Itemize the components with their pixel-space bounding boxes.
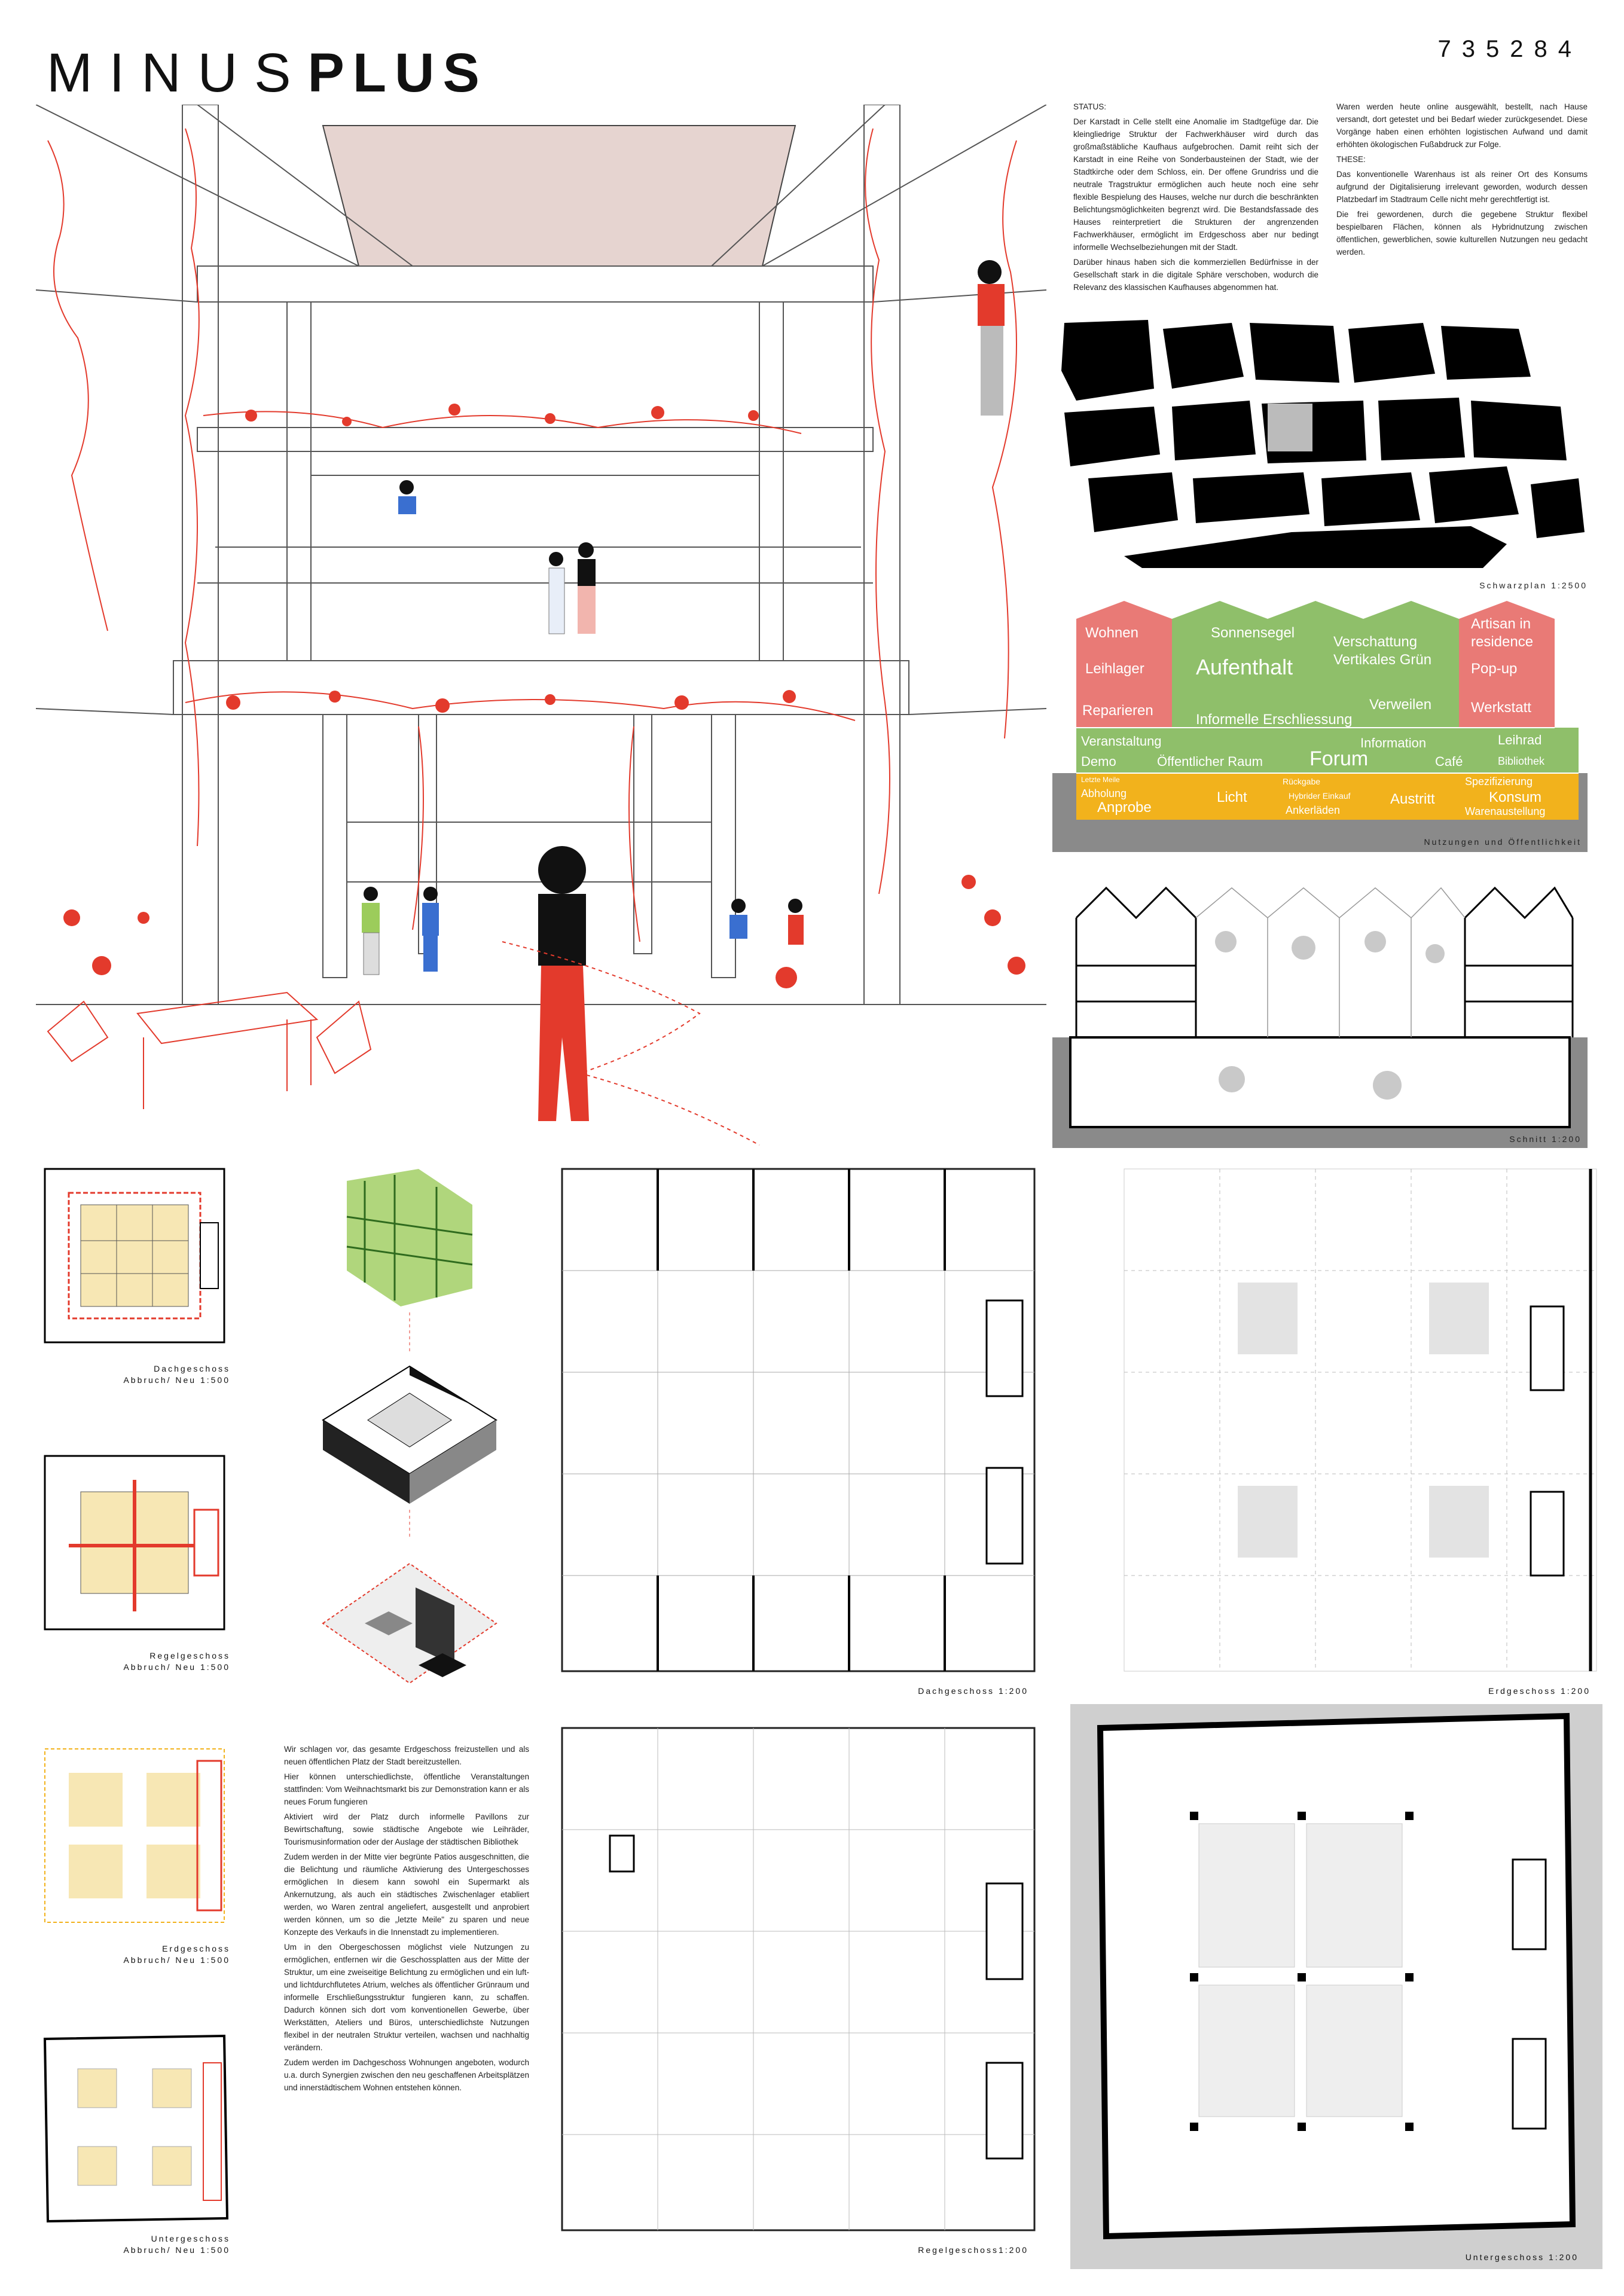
label-konsum: Konsum	[1489, 789, 1542, 805]
label-artisan: Artisan in	[1471, 616, 1531, 632]
unter-big-caption: Untergeschoss 1:200	[1465, 2252, 1579, 2262]
regel-big-figure	[550, 1716, 1046, 2260]
status-paragraph-2: Darüber hinaus haben sich die kommerziellen Bedürfnisse in der Gesellschaft stark in die digitale Sphäre verschoben, wodurch die Relevanz des klassischen Kaufhauses abgenommen hat.	[1073, 258, 1318, 292]
thesis-paragraph-1: Das konventionelle Warenhaus ist als reiner Ort des Konsums aufgrund der Digitalisierung irrelevant geworden, wodurch dessen Platzbedarf im Stadtraum Celle nicht mehr gerechtfertigt ist.	[1336, 170, 1588, 204]
thesis-intro: Waren werden heute online ausgewählt, bestellt, nach Hause versandt, dort getestet und bei Bedarf wieder zurückgesendet. Diese Vorgänge haben einen erhöhten logistischen Aufwand und damit erhöhten ökologischen Fußabdruck zur Folge.	[1336, 102, 1588, 149]
title-bold: PLUS	[307, 42, 488, 103]
regel-big-caption: Regelgeschoss1:200	[918, 2245, 1028, 2255]
axo-patios	[323, 1564, 496, 1683]
nutzungen-caption: Nutzungen und Öffentlichkeit	[1424, 837, 1582, 847]
big-plan-regelgeschoss	[550, 1716, 1046, 2255]
label-bibliothek: Bibliothek	[1498, 755, 1545, 767]
regel-small-caption-1: Regelgeschoss	[149, 1651, 230, 1660]
small-plan-dachgeschoss	[33, 1157, 236, 1386]
label-werkstatt: Werkstatt	[1471, 700, 1531, 716]
label-aufenthalt: Aufenthalt	[1196, 655, 1293, 679]
dach-small-caption-1: Dachgeschoss	[154, 1364, 230, 1373]
hero-perspective	[36, 105, 1046, 1148]
label-sonnensegel: Sonnensegel	[1211, 625, 1295, 641]
label-reparieren: Reparieren	[1082, 703, 1153, 719]
label-anprobe: Anprobe	[1097, 799, 1152, 816]
schnitt-caption: Schnitt 1:200	[1509, 1134, 1582, 1144]
label-leihrad: Leihrad	[1498, 732, 1542, 747]
big-plan-erdgeschoss	[1112, 1157, 1608, 1696]
entry-number: 735284	[1437, 36, 1582, 62]
proposal-paragraph-3: Aktiviert wird der Platz durch informelle Pavillons zur Bewirtschaftung, sowie städtische Angebote wie Leihräder, Tourismusinformation oder der Auslage der städtischen Bibliothek	[284, 1812, 529, 1846]
status-text	[1073, 100, 1318, 296]
proposal-paragraph-4: Zudem werden in der Mitte vier begrünte Patios ausgeschnitten, die die Belichtung und räumliche Aktivierung des Untergeschosses ermöglichen In diesem kann sowohl ein Supermarkt als Ankernutzung, als auch ein städtisches Zwischenlager etabliert werden, wo Waren zentral angeliefert, ausgestellt und anprobiert werden können, um so die „letzte Meile" zu sparen und neue Konzepte des Verkaufs in die Innenstadt zu implementieren.	[284, 1852, 529, 1937]
big-plan-untergeschoss	[1070, 1704, 1602, 2269]
unter-plan-figure	[33, 2027, 236, 2230]
unter-small-caption-1: Untergeschoss	[151, 2234, 230, 2243]
erd-small-caption-1: Erdgeschoss	[162, 1944, 230, 1953]
label-abholung: Abholung	[1081, 787, 1127, 799]
program-diagram	[1052, 601, 1588, 867]
label-informelle-erschliessung: Informelle Erschliessung	[1196, 712, 1353, 728]
label-residence: residence	[1471, 634, 1534, 650]
small-plan-erdgeschoss	[33, 1737, 236, 1966]
axonometric-diagrams	[299, 1169, 520, 1707]
label-verweilen: Verweilen	[1369, 697, 1432, 713]
erd-big-caption: Erdgeschoss 1:200	[1488, 1686, 1591, 1696]
label-leihlager: Leihlager	[1085, 661, 1144, 677]
label-cafe: Café	[1435, 754, 1463, 769]
label-vertikales-gruen: Vertikales Grün	[1333, 652, 1432, 668]
unter-small-caption-2: Abbruch/ Neu 1:500	[123, 2245, 230, 2255]
label-rueckgabe: Rückgabe	[1283, 777, 1321, 786]
proposal-paragraph-1: Wir schlagen vor, das gesamte Erdgeschoss freizustellen und als neuen öffentlichen Platz der Stadt bereitzustellen.	[284, 1745, 529, 1766]
erd-big-figure	[1112, 1157, 1608, 1701]
schwarzplan-figure	[1052, 317, 1588, 574]
schwarzplan-caption: Schwarzplan 1:2500	[1479, 581, 1588, 590]
proposal-paragraph-6: Zudem werden im Dachgeschoss Wohnungen angeboten, wodurch u.a. durch Synergien zwischen den neu geschaffenen Arbeitsplätzen und innerstädtischem Wohnen entstehen können.	[284, 2058, 529, 2092]
regel-small-caption-2: Abbruch/ Neu 1:500	[123, 1662, 230, 1672]
erd-small-caption-2: Abbruch/ Neu 1:500	[123, 1955, 230, 1965]
status-heading: STATUS:	[1073, 102, 1107, 111]
proposal-paragraph-5: Um in den Obergeschossen möglichst viele Nutzungen zu ermöglichen, entfernen wir die Geschossplatten aus der Mitte der Struktur, um eine zweiseitige Belichtung zu ermöglichen und ein luft- und lichtdurchflutetes Atrium, welches als öffentlicher Grünraum und informelle Erschließungsstruktur fungieren kann, zu schaffen. Dadurch können sich dort vom konventionellen Gewerbe, über Werkstätten, Ateliers und Büros, unterschiedlichste Nutzungen flexibel in der neutralen Struktur verteilen, wachsen und nachhaltig verändern.	[284, 1943, 529, 2052]
dach-small-caption-2: Abbruch/ Neu 1:500	[123, 1375, 230, 1385]
label-warenausstellung: Warenaustellung	[1465, 805, 1546, 817]
poster-title	[47, 42, 488, 105]
thesis-paragraph-2: Die frei gewordenen, durch die gegebene Struktur flexibel bespielbaren Flächen, können als Hybridnutzung zwischen öffentlichen, gewerblichen, sowie kulturellen Nutzungen neu gedacht werden.	[1336, 210, 1588, 257]
label-information: Information	[1360, 735, 1427, 750]
label-oeffentlicher-raum: Öffentlicher Raum	[1157, 754, 1263, 769]
big-plan-dachgeschoss	[550, 1157, 1046, 1696]
dach-plan-figure	[33, 1157, 236, 1360]
dach-big-figure	[550, 1157, 1046, 1701]
small-plan-untergeschoss	[33, 2027, 236, 2256]
label-demo: Demo	[1081, 754, 1116, 769]
label-wohnen: Wohnen	[1085, 625, 1138, 641]
status-paragraph-1: Der Karstadt in Celle stellt eine Anomalie im Stadtgefüge dar. Die kleingliedrige Struktur der Fachwerkhäuser wird durch das großmaßstäbliche Kaufhaus aufgebrochen. Damit reiht sich der Karstadt in eine Reihe von Sonderbausteinen der Stadt, wie der Stadtkirche oder dem Schloss, ein. Der offene Grundriss und die neutrale Tragstruktur ermöglichen auch heute noch eine sehr flexible Bespielung des Hauses, welche nur durch die beschränkten Belichtungsmöglichkeiten begrenzt wird. Die Bestandsfassade des Hauses reinterpretiert die Strukturen der angrenzenden Fachwerkhäuser, ermöglicht im Erdgeschoss aber nur bedingt informelle Wechselbeziehungen mit der Stadt.	[1073, 117, 1318, 252]
thesis-text	[1336, 100, 1588, 261]
label-verschattung: Verschattung	[1333, 634, 1418, 650]
title-light: MINUS	[47, 42, 308, 103]
dach-big-caption: Dachgeschoss 1:200	[918, 1686, 1028, 1696]
axo-green-frame	[347, 1169, 472, 1306]
label-licht: Licht	[1217, 789, 1247, 805]
label-veranstaltung: Veranstaltung	[1081, 734, 1162, 749]
section-figure	[1052, 876, 1588, 1148]
label-letzte-meile: Letzte Meile	[1081, 775, 1120, 784]
erd-plan-figure	[33, 1737, 236, 1940]
proposal-paragraph-2: Hier können unterschiedlichste, öffentliche Veranstaltungen stattfinden: Vom Weihnachtsmarkt bis zur Demonstration kann er als neues Forum fungieren	[284, 1772, 529, 1806]
thesis-heading: THESE:	[1336, 155, 1366, 164]
label-spezifizierung: Spezifizierung	[1465, 775, 1533, 787]
label-hybrider-einkauf: Hybrider Einkauf	[1289, 791, 1351, 801]
label-popup: Pop-up	[1471, 661, 1518, 677]
axo-ring	[323, 1366, 496, 1504]
proposal-text	[284, 1743, 529, 2096]
section-drawing	[1052, 876, 1588, 1148]
label-ankerlaeden: Ankerläden	[1286, 804, 1341, 816]
label-austritt: Austritt	[1390, 791, 1435, 807]
regel-plan-figure	[33, 1444, 236, 1647]
schwarzplan	[1052, 317, 1588, 592]
label-forum: Forum	[1309, 747, 1369, 770]
small-plan-regelgeschoss	[33, 1444, 236, 1673]
unter-big-figure	[1070, 1704, 1602, 2248]
